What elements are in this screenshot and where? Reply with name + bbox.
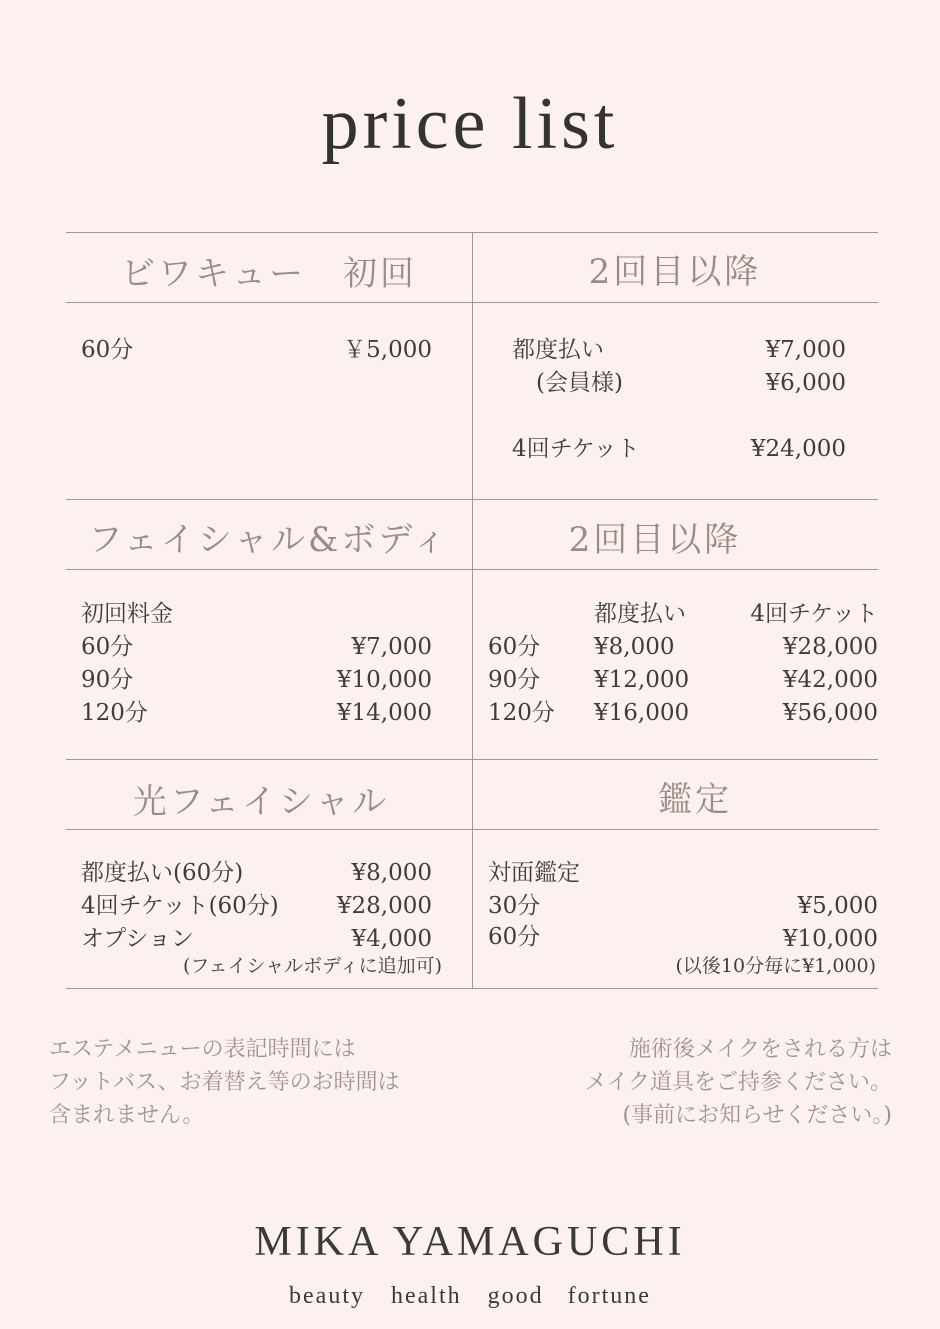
note-line: (事前にお知らせください。): [622, 1103, 892, 1128]
reading-label: 30分: [488, 893, 541, 919]
facial-first-label: 90分: [81, 667, 134, 693]
light-facial-label: 都度払い(60分): [81, 860, 244, 886]
biwaqu-member-label: (会員様): [536, 370, 623, 396]
facial-first-price: ¥7,000: [351, 634, 432, 660]
biwaqu-repeat-header: 2回目以降: [588, 252, 762, 292]
reading-price: ¥5,000: [797, 893, 878, 919]
facial-first-label: 60分: [81, 634, 134, 660]
note-line: フットバス、お着替え等のお時間は: [49, 1070, 400, 1095]
facial-first-price: ¥14,000: [336, 700, 432, 726]
facial-first-label: 120分: [81, 700, 148, 726]
biwaqu-repeat-price: ¥7,000: [765, 337, 846, 363]
light-facial-price: ¥4,000: [351, 926, 432, 952]
reading-note: (以後10分毎に¥1,000): [675, 955, 876, 977]
option-note: (フェイシャルボディに追加可): [183, 955, 442, 977]
biwaqu-first-label: 60分: [81, 337, 134, 363]
note-line: 含まれません。: [49, 1103, 205, 1128]
biwaqu-first-header: ビワキュー 初回: [121, 254, 417, 294]
esthe-note: [49, 1033, 400, 1132]
light-facial-price: ¥28,000: [336, 893, 432, 919]
col-header-per-visit: 都度払い: [594, 601, 686, 627]
price-table: [66, 232, 878, 989]
facial-repeat-label: 60分: [488, 634, 541, 660]
reading-price: ¥10,000: [782, 926, 878, 952]
biwaqu-ticket-price: ¥24,000: [750, 436, 846, 462]
light-facial-header: 光フェイシャル: [132, 782, 390, 822]
facial-body-header: フェイシャル&ボディ: [88, 520, 450, 560]
facial-repeat-label: 120分: [488, 700, 555, 726]
light-facial-label: オプション: [81, 926, 194, 952]
reading-label: 60分: [488, 924, 541, 950]
fortune-reading-header: 鑑定: [658, 780, 732, 820]
brand-name: MIKA YAMAGUCHI: [254, 1219, 686, 1265]
facial-body-repeat-header: 2回目以降: [568, 520, 742, 560]
page-title: price list: [321, 83, 619, 165]
facial-repeat-ticket-price: ¥56,000: [782, 700, 878, 726]
facial-repeat-per-price: ¥8,000: [594, 634, 675, 660]
light-facial-label: 4回チケット(60分): [81, 893, 279, 919]
facial-first-price: ¥10,000: [336, 667, 432, 693]
biwaqu-first-price: ￥5,000: [343, 337, 432, 363]
tagline: beauty health good fortune: [289, 1283, 651, 1309]
reading-subtitle: 対面鑑定: [488, 860, 580, 886]
col-header-ticket: 4回チケット: [750, 601, 878, 627]
light-facial-price: ¥8,000: [351, 860, 432, 886]
facial-repeat-label: 90分: [488, 667, 541, 693]
facial-repeat-ticket-price: ¥42,000: [782, 667, 878, 693]
note-line: メイク道具をご持参ください。: [584, 1070, 892, 1095]
facial-first-subtitle: 初回料金: [81, 601, 173, 627]
biwaqu-ticket-label: 4回チケット: [512, 436, 640, 462]
makeup-note: [585, 1033, 892, 1132]
column-divider: [472, 232, 473, 989]
note-line: エステメニューの表記時間には: [49, 1037, 356, 1062]
facial-repeat-per-price: ¥16,000: [594, 700, 690, 726]
facial-repeat-ticket-price: ¥28,000: [782, 634, 878, 660]
facial-repeat-per-price: ¥12,000: [594, 667, 690, 693]
note-line: 施術後メイクをされる方は: [628, 1037, 892, 1062]
biwaqu-repeat-label: 都度払い: [512, 337, 604, 363]
biwaqu-member-price: ¥6,000: [765, 370, 846, 396]
